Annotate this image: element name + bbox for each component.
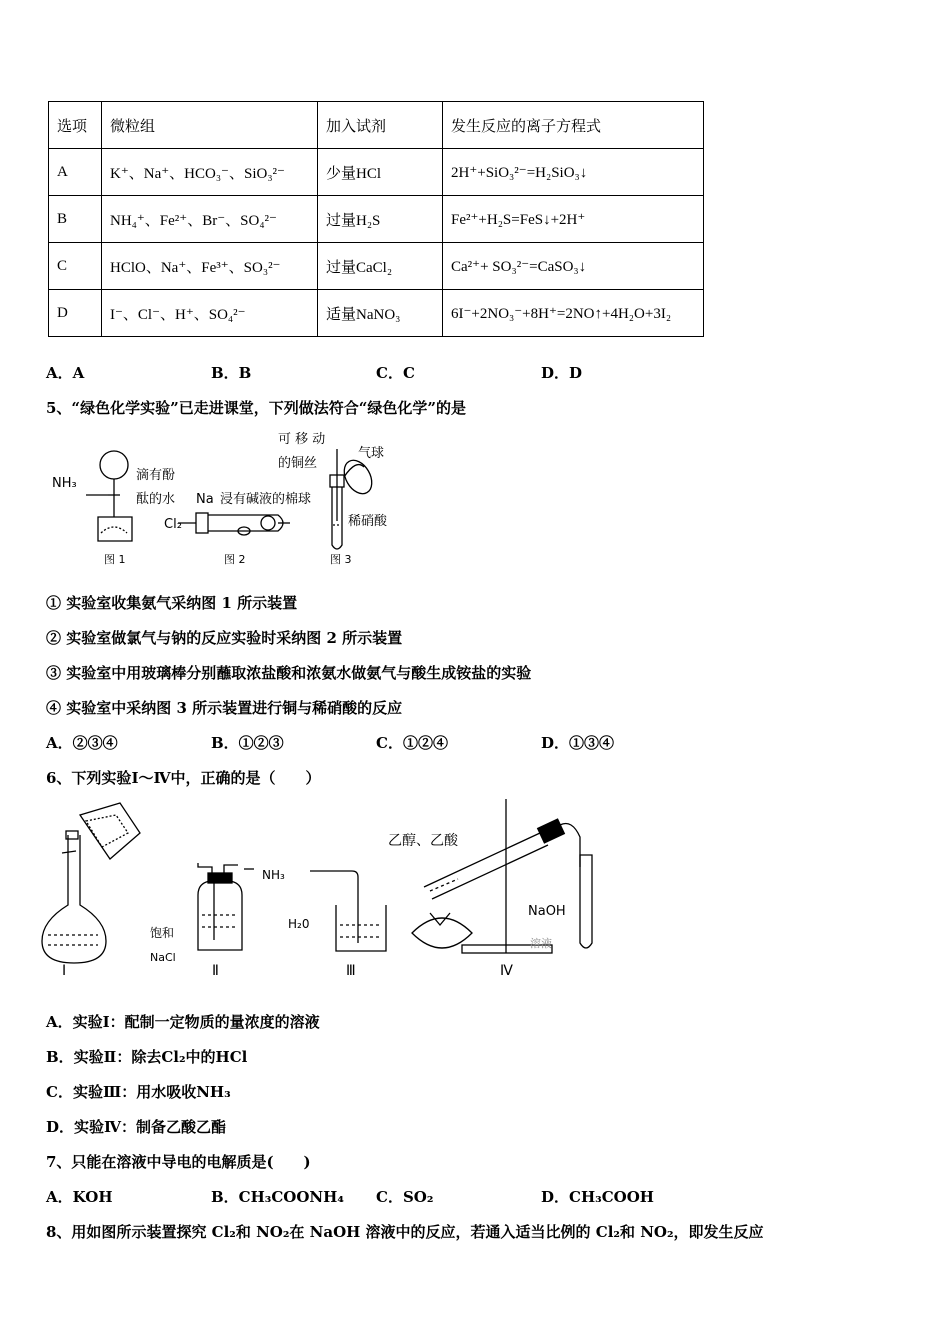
q6-option-d[interactable]: D．实验Ⅳ：制备乙酸乙酯 [46, 1118, 227, 1136]
q7-option-c[interactable]: C．SO₂ [376, 1188, 434, 1206]
q5-option-b[interactable]: B．①②③ [211, 734, 284, 752]
fig2-cotton-label: 浸有碱液的棉球 [220, 492, 312, 507]
q5-statement-1: ① 实验室收集氨气采纳图 1 所示装置 [46, 594, 298, 612]
experiment-2-nacl-label-1: 饱和 [150, 926, 175, 940]
experiment-4-apparatus [412, 799, 592, 953]
cell-reagent: 过量CaCl₂ [318, 243, 443, 290]
fig3-movable-label-1: 可 移 动 [278, 432, 326, 447]
ion-table [48, 101, 704, 337]
q5-stem: 5、“绿色化学实验”已走进课堂，下列做法符合“绿色化学”的是 [46, 399, 466, 417]
experiment-4-ethanol-label: 乙醇、乙酸 [388, 833, 458, 849]
fig1-water-label-2: 酞的水 [136, 492, 176, 507]
fig2-cl2-label: Cl₂ [164, 517, 182, 532]
experiment-2-nacl-label-2: NaCl [150, 951, 176, 964]
fig3-apparatus [330, 449, 377, 549]
q5-option-c[interactable]: C．①②④ [376, 734, 448, 752]
fig3-movable-label-2: 的铜丝 [278, 456, 318, 471]
table-row [49, 290, 704, 337]
q6-figure [40, 795, 620, 985]
experiment-4-label: Ⅳ [500, 963, 513, 979]
q6-option-a[interactable]: A．实验Ⅰ：配制一定物质的量浓度的溶液 [46, 1013, 320, 1031]
experiment-3-h2o-label: H₂0 [288, 917, 310, 931]
header-reagent: 加入试剂 [318, 102, 443, 149]
fig1-apparatus [86, 451, 132, 541]
q7-option-b[interactable]: B．CH₃COONH₄ [211, 1188, 344, 1206]
experiment-2-label: Ⅱ [212, 963, 219, 979]
cell-option: A [49, 149, 102, 196]
header-equation: 发生反应的离子方程式 [443, 102, 704, 149]
cell-particles: NH₄⁺、Fe²⁺、Br⁻、SO₄²⁻ [102, 196, 318, 243]
q7-stem: 7、只能在溶液中导电的电解质是( ) [46, 1153, 311, 1171]
q4-option-c[interactable]: C．C [376, 364, 415, 382]
fig1-nh3-label: NH₃ [52, 476, 77, 491]
fig1-caption: 图 1 [104, 553, 126, 566]
cell-reagent: 少量HCl [318, 149, 443, 196]
q6-stem: 6、下列实验Ⅰ～Ⅳ中，正确的是（ ） [46, 769, 321, 787]
fig3-caption: 图 3 [330, 553, 352, 566]
cell-particles: HClO、Na⁺、Fe³⁺、SO₃²⁻ [102, 243, 318, 290]
fig2-apparatus [178, 513, 290, 535]
header-particles: 微粒组 [102, 102, 318, 149]
q6-option-b[interactable]: B．实验Ⅱ：除去Cl₂中的HCl [46, 1048, 248, 1066]
q7-option-a[interactable]: A．KOH [46, 1188, 113, 1206]
experiment-3-label: Ⅲ [346, 963, 356, 979]
cell-option: C [49, 243, 102, 290]
experiment-1-label: Ⅰ [62, 963, 67, 979]
q8-stem: 8、用如图所示装置探究 Cl₂和 NO₂在 NaOH 溶液中的反应，若通入适当比例的 Cl₂和 NO₂，即发生反应 [46, 1223, 764, 1241]
cell-equation: 2H⁺+SiO₃²⁻=H₂SiO₃↓ [443, 149, 704, 196]
cell-equation: Fe²⁺+H₂S=FeS↓+2H⁺ [443, 196, 704, 243]
q5-statement-2: ② 实验室做氯气与钠的反应实验时采纳图 2 所示装置 [46, 629, 403, 647]
table-header-row [49, 102, 704, 149]
header-option: 选项 [49, 102, 102, 149]
q4-option-d[interactable]: D．D [541, 364, 583, 382]
cell-option: D [49, 290, 102, 337]
fig3-hno3-label: 稀硝酸 [348, 514, 388, 529]
table-row [49, 243, 704, 290]
cell-option: B [49, 196, 102, 243]
cell-particles: I⁻、Cl⁻、H⁺、SO₄²⁻ [102, 290, 318, 337]
cell-equation: 6I⁻+2NO₃⁻+8H⁺=2NO↑+4H₂O+3I₂ [443, 290, 704, 337]
experiment-4-naoh-label: NaOH [528, 904, 566, 919]
q5-option-d[interactable]: D．①③④ [541, 734, 615, 752]
q7-option-d[interactable]: D．CH₃COOH [541, 1188, 654, 1206]
fig3-balloon-label: 气球 [358, 446, 385, 461]
q4-option-b[interactable]: B．B [211, 364, 252, 382]
table-row [49, 149, 704, 196]
cell-reagent: 适量NaNO₃ [318, 290, 443, 337]
fig2-na-label: Na [196, 492, 214, 507]
table-row [49, 196, 704, 243]
experiment-2-apparatus [198, 863, 254, 950]
q5-statement-4: ④ 实验室中采纳图 3 所示装置进行铜与稀硝酸的反应 [46, 699, 403, 717]
experiment-4-solution-label: 溶液 [530, 937, 552, 950]
experiment-2-nh3-label: NH₃ [262, 868, 285, 882]
fig1-water-label-1: 滴有酚 [136, 468, 176, 483]
q4-option-a[interactable]: A．A [46, 364, 85, 382]
q5-statement-3: ③ 实验室中用玻璃棒分别蘸取浓盐酸和浓氨水做氨气与酸生成铵盐的实验 [46, 664, 532, 682]
fig2-caption: 图 2 [224, 553, 246, 566]
experiment-1-apparatus [42, 803, 140, 963]
experiment-3-apparatus [310, 871, 386, 951]
q5-option-a[interactable]: A．②③④ [46, 734, 118, 752]
cell-particles: K⁺、Na⁺、HCO₃⁻、SiO₃²⁻ [102, 149, 318, 196]
q5-figure [46, 425, 406, 570]
cell-reagent: 过量H₂S [318, 196, 443, 243]
cell-equation: Ca²⁺+ SO₃²⁻=CaSO₃↓ [443, 243, 704, 290]
q6-option-c[interactable]: C．实验Ⅲ：用水吸收NH₃ [46, 1083, 231, 1101]
